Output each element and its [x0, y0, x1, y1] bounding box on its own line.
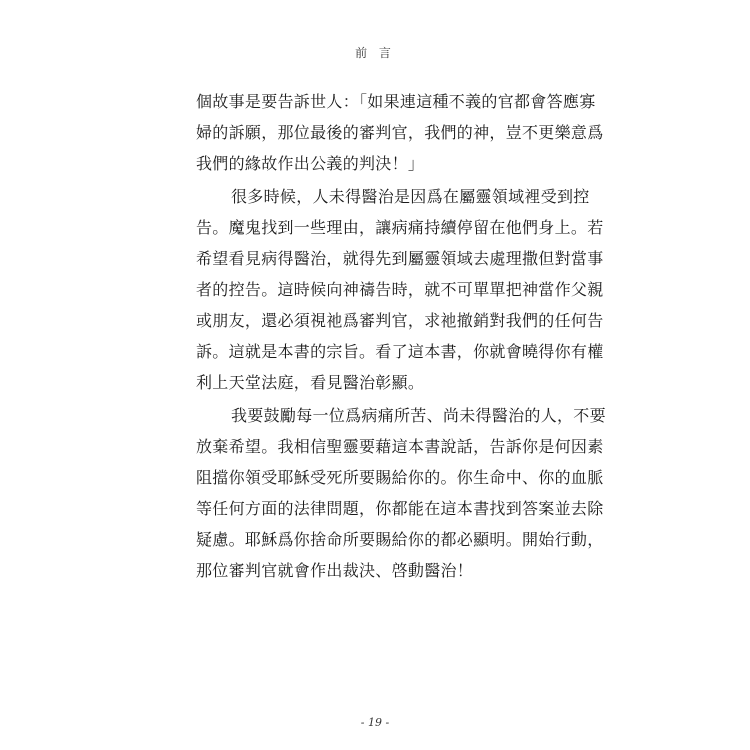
text-line: 利上天堂法庭，看見醫治彰顯。 — [196, 373, 425, 392]
body-text — [196, 86, 606, 588]
text-line: 我要鼓勵每一位爲病痛所苦、尚未得醫治的人，不要 — [231, 406, 606, 425]
text-line: 放棄希望。我相信聖靈要藉這本書說話，告訴你是何因素 — [196, 437, 604, 456]
text-line: 我們的緣故作出公義的判決！」 — [196, 154, 425, 173]
paragraph — [196, 86, 604, 179]
page-number: - 19 - — [360, 716, 390, 729]
text-line: 個故事是要告訴世人：「如果連這種不義的官都會答應寡 — [196, 92, 596, 111]
text-line: 告。魔鬼找到一些理由，讓病痛持續停留在他們身上。若 — [196, 218, 604, 237]
text-line: 疑慮。耶穌爲你捨命所要賜給你的都必顯明。開始行動， — [196, 530, 604, 549]
running-header-title: 前 言 — [355, 46, 395, 60]
text-line: 婦的訴願，那位最後的審判官，我們的神，豈不更樂意爲 — [196, 123, 604, 142]
text-line: 那位審判官就會作出裁決、啓動醫治！ — [196, 561, 474, 580]
text-line: 等任何方面的法律問題，你都能在這本書找到答案並去除 — [196, 499, 604, 518]
text-line: 訴。這就是本書的宗旨。看了這本書，你就會曉得你有權 — [196, 342, 604, 361]
text-line: 希望看見病得醫治，就得先到屬靈領域去處理撒但對當事 — [196, 249, 604, 268]
text-line: 很多時候，人未得醫治是因爲在屬靈領域裡受到控 — [231, 187, 590, 206]
text-line: 或朋友，還必須視祂爲審判官，求祂撤銷對我們的任何告 — [196, 311, 604, 330]
paragraph — [196, 181, 604, 398]
paragraph — [196, 400, 606, 586]
text-line: 阻擋你領受耶穌受死所要賜給你的。你生命中、你的血脈 — [196, 468, 604, 487]
text-line: 者的控告。這時候向神禱告時，就不可單單把神當作父親 — [196, 280, 604, 299]
